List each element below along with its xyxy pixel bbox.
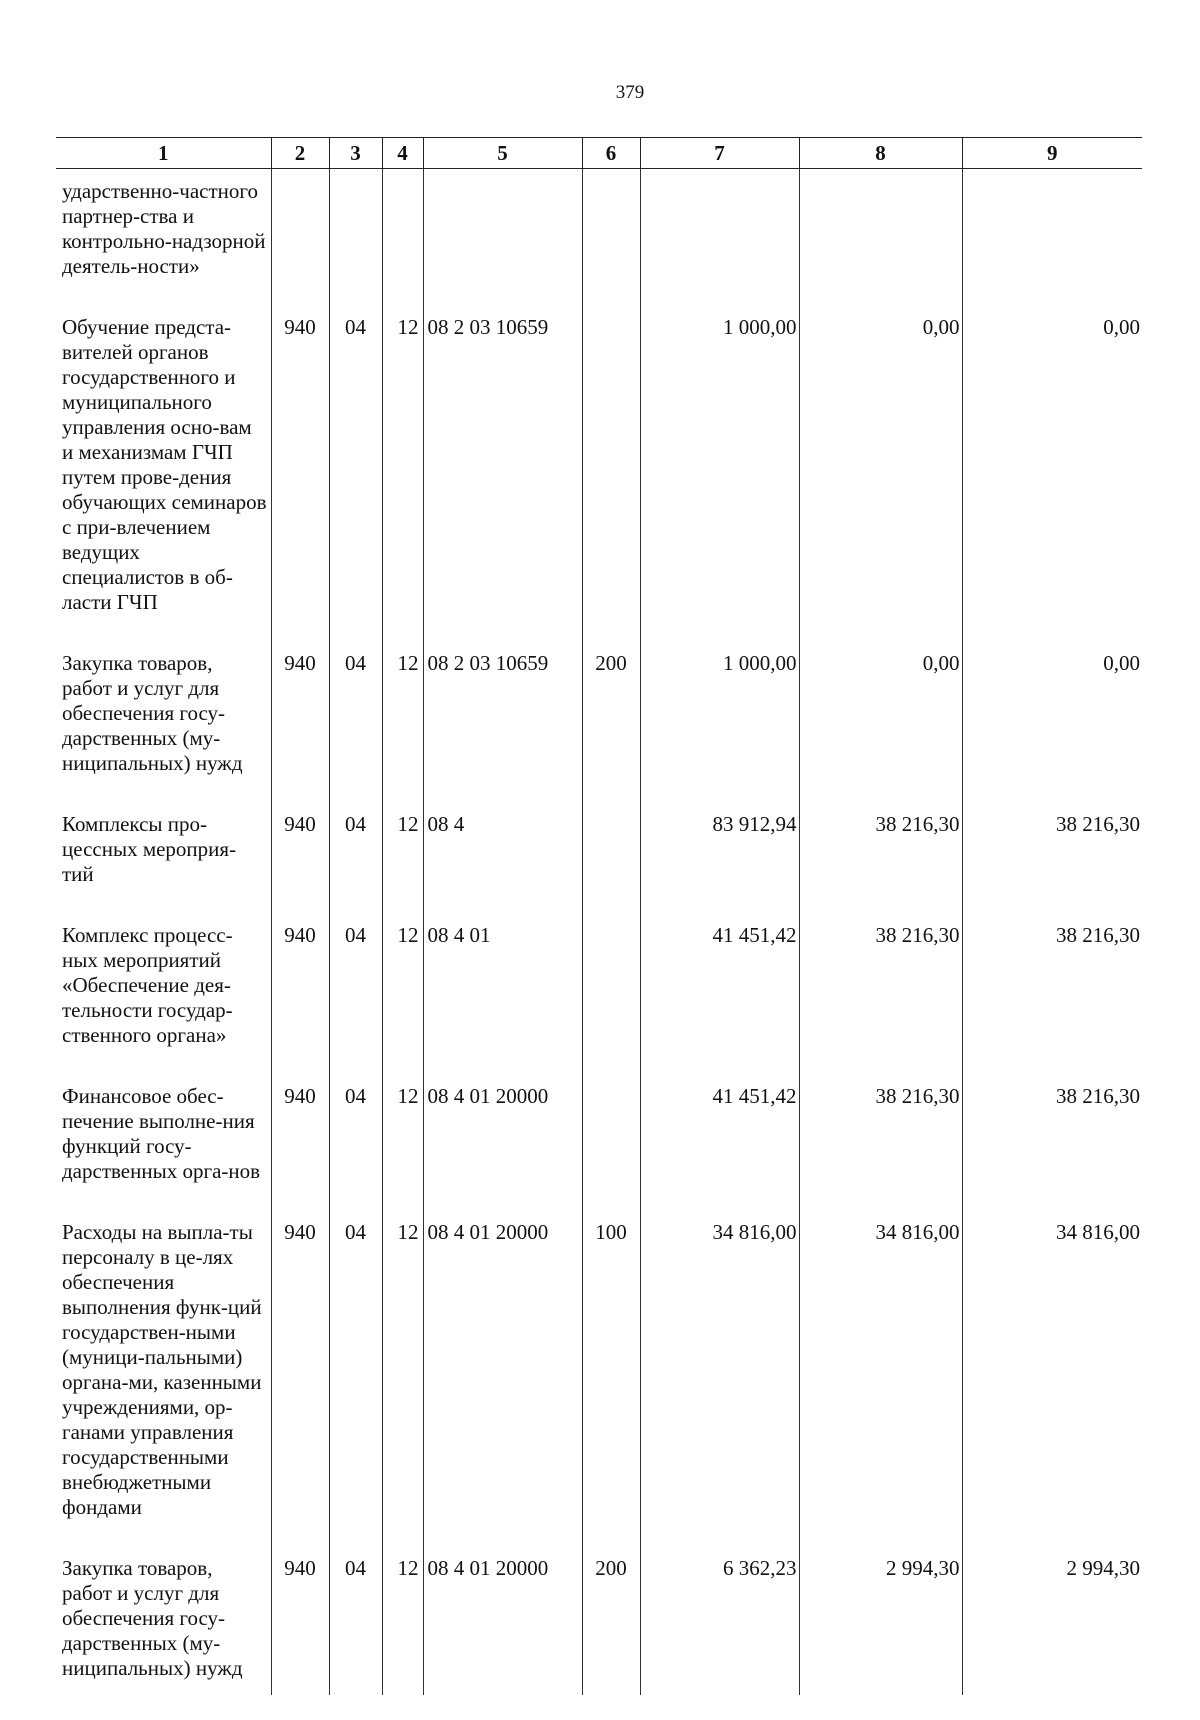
cell-col-8: 38 216,30 bbox=[799, 800, 962, 911]
table-row bbox=[56, 303, 1142, 639]
cell-col-2: 940 bbox=[271, 1208, 329, 1544]
cell-col-4: 12 bbox=[382, 1072, 423, 1208]
cell-col-9 bbox=[962, 169, 1142, 304]
cell-col-3: 04 bbox=[329, 911, 382, 1072]
header-col-6: 6 bbox=[582, 138, 640, 169]
cell-col-6 bbox=[582, 169, 640, 304]
row-name: Закупка товаров, работ и услуг для обеспечения госу-дарственных (му-ниципальных) нужд bbox=[62, 1556, 243, 1680]
cell-col-8: 0,00 bbox=[799, 303, 962, 639]
cell-col-7: 83 912,94 bbox=[640, 800, 799, 911]
cell-col-9: 2 994,30 bbox=[962, 1544, 1142, 1695]
cell-col-8 bbox=[799, 169, 962, 304]
row-name: Комплексы про-цессных мероприя-тий bbox=[62, 812, 237, 886]
header-col-2: 2 bbox=[271, 138, 329, 169]
cell-col-5 bbox=[423, 169, 582, 304]
cell-col-5: 08 2 03 10659 bbox=[423, 639, 582, 800]
cell-col-2: 940 bbox=[271, 800, 329, 911]
cell-col-2: 940 bbox=[271, 911, 329, 1072]
table-row bbox=[56, 1072, 1142, 1208]
table-row bbox=[56, 1544, 1142, 1695]
cell-col-8: 38 216,30 bbox=[799, 911, 962, 1072]
row-name: Закупка товаров, работ и услуг для обеспечения госу-дарственных (му-ниципальных) нужд bbox=[62, 651, 243, 775]
header-col-8: 8 bbox=[799, 138, 962, 169]
cell-col-2 bbox=[271, 169, 329, 304]
header-col-4: 4 bbox=[382, 138, 423, 169]
cell-col-6: 100 bbox=[582, 1208, 640, 1544]
header-col-9: 9 bbox=[962, 138, 1142, 169]
cell-col-3: 04 bbox=[329, 639, 382, 800]
budget-table bbox=[56, 137, 1142, 1695]
cell-col-7: 34 816,00 bbox=[640, 1208, 799, 1544]
cell-col-3: 04 bbox=[329, 1208, 382, 1544]
cell-col-3 bbox=[329, 169, 382, 304]
cell-col-9: 0,00 bbox=[962, 303, 1142, 639]
cell-col-5: 08 4 01 20000 bbox=[423, 1072, 582, 1208]
cell-col-2: 940 bbox=[271, 303, 329, 639]
cell-col-4: 12 bbox=[382, 1208, 423, 1544]
cell-col-3: 04 bbox=[329, 303, 382, 639]
cell-col-6 bbox=[582, 800, 640, 911]
table-row bbox=[56, 800, 1142, 911]
cell-col-6: 200 bbox=[582, 639, 640, 800]
cell-col-9: 38 216,30 bbox=[962, 1072, 1142, 1208]
cell-col-6: 200 bbox=[582, 1544, 640, 1695]
header-col-1: 1 bbox=[56, 138, 271, 169]
cell-col-4: 12 bbox=[382, 1544, 423, 1695]
cell-col-5: 08 4 bbox=[423, 800, 582, 911]
cell-col-4 bbox=[382, 169, 423, 304]
cell-col-5: 08 4 01 20000 bbox=[423, 1208, 582, 1544]
cell-col-3: 04 bbox=[329, 1072, 382, 1208]
cell-col-4: 12 bbox=[382, 303, 423, 639]
table-row bbox=[56, 1208, 1142, 1544]
cell-col-6 bbox=[582, 911, 640, 1072]
row-name: ударственно-частного партнер-ства и контрольно-надзорной деятель-ности» bbox=[62, 179, 266, 278]
cell-col-7: 6 362,23 bbox=[640, 1544, 799, 1695]
cell-col-5: 08 4 01 bbox=[423, 911, 582, 1072]
header-col-3: 3 bbox=[329, 138, 382, 169]
cell-col-7: 1 000,00 bbox=[640, 303, 799, 639]
cell-col-2: 940 bbox=[271, 1544, 329, 1695]
row-name: Расходы на выпла-ты персоналу в це-лях обеспечения выполнения функ-ций государствен-ными (муници-пальными) органа-ми, казенными учреждениями, ор-ганами управления государственными внебюджетными фондами bbox=[62, 1220, 262, 1519]
cell-col-7: 1 000,00 bbox=[640, 639, 799, 800]
cell-col-7: 41 451,42 bbox=[640, 911, 799, 1072]
header-col-7: 7 bbox=[640, 138, 799, 169]
row-name: Обучение предста-вителей органов государственного и муниципального управления осно-вам и механизмам ГЧП путем прове-дения обучающих семинаров с при-влечением ведущих специалистов в об-ласти ГЧП bbox=[62, 315, 267, 614]
table-row bbox=[56, 639, 1142, 800]
cell-col-2: 940 bbox=[271, 639, 329, 800]
cell-col-3: 04 bbox=[329, 800, 382, 911]
cell-col-8: 0,00 bbox=[799, 639, 962, 800]
cell-col-7 bbox=[640, 169, 799, 304]
header-col-5: 5 bbox=[423, 138, 582, 169]
cell-col-4: 12 bbox=[382, 911, 423, 1072]
row-name: Финансовое обес-печение выполне-ния функций госу-дарственных орга-нов bbox=[62, 1084, 261, 1183]
cell-col-6 bbox=[582, 303, 640, 639]
header-row bbox=[56, 138, 1142, 169]
cell-col-4: 12 bbox=[382, 800, 423, 911]
cell-col-9: 38 216,30 bbox=[962, 911, 1142, 1072]
cell-col-9: 34 816,00 bbox=[962, 1208, 1142, 1544]
cell-col-8: 2 994,30 bbox=[799, 1544, 962, 1695]
cell-col-6 bbox=[582, 1072, 640, 1208]
table-row bbox=[56, 169, 1142, 304]
cell-col-3: 04 bbox=[329, 1544, 382, 1695]
cell-col-4: 12 bbox=[382, 639, 423, 800]
cell-col-9: 38 216,30 bbox=[962, 800, 1142, 911]
cell-col-8: 34 816,00 bbox=[799, 1208, 962, 1544]
cell-col-7: 41 451,42 bbox=[640, 1072, 799, 1208]
table-row bbox=[56, 911, 1142, 1072]
cell-col-5: 08 2 03 10659 bbox=[423, 303, 582, 639]
page-number: 379 bbox=[615, 82, 645, 103]
cell-col-2: 940 bbox=[271, 1072, 329, 1208]
cell-col-8: 38 216,30 bbox=[799, 1072, 962, 1208]
cell-col-9: 0,00 bbox=[962, 639, 1142, 800]
cell-col-5: 08 4 01 20000 bbox=[423, 1544, 582, 1695]
row-name: Комплекс процесс-ных мероприятий «Обеспечение дея-тельности государ-ственного органа» bbox=[62, 923, 233, 1047]
